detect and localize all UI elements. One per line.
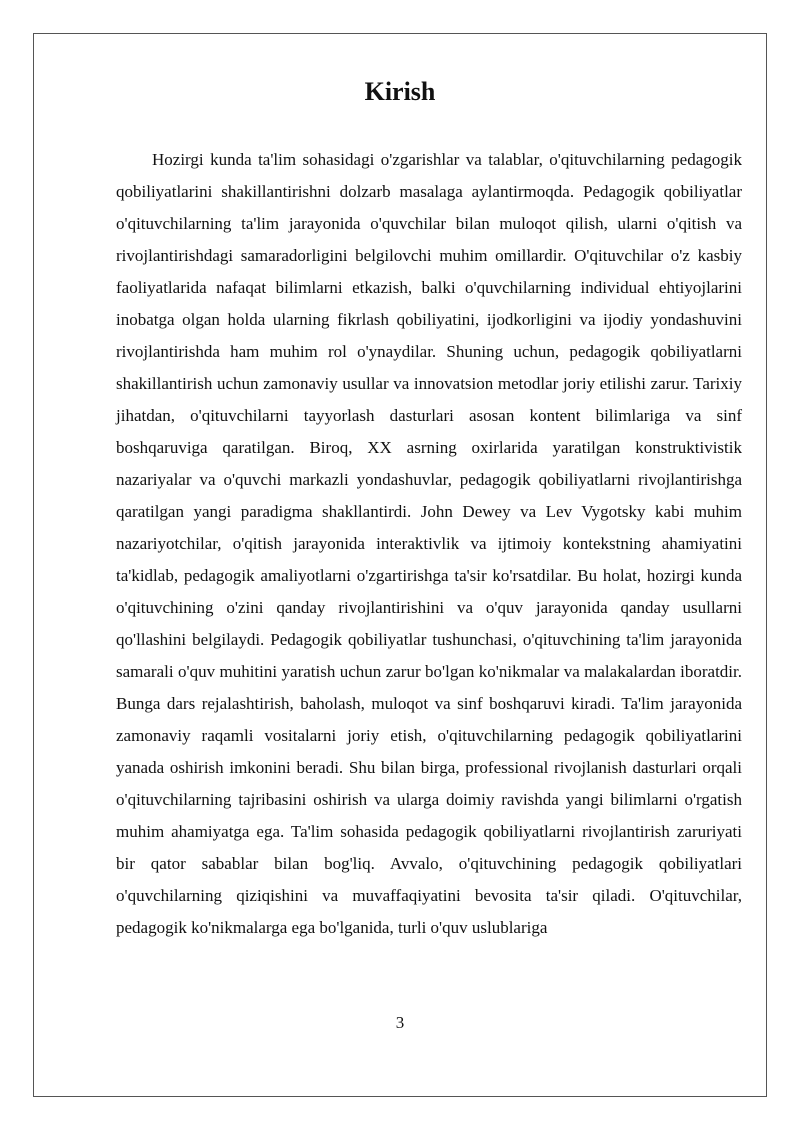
page-title: Kirish: [364, 77, 436, 106]
body-paragraph: Hozirgi kunda ta'lim sohasidagi o'zgarishlar va talablar, o'qituvchilarning pedagogik qobiliyatlarini shakillantirishni dolzarb masalaga aylantirmoqda. Pedagogik qobiliyatlar o'qituvchilarning ta'lim jarayonida o'quvchilar bilan muloqot qilish, ularni o'qitish va rivojlantirishdagi samaradorligini belgilovchi muhim omillardir. O'qituvchilar o'z kasbiy faoliyatlarida nafaqat bilimlarni etkazish, balki o'quvchilarning individual ehtiyojlarini inobatga olgan holda ularning fikrlash qobiliyatini, ijodkorligini va ijodiy yondashuvini rivojlantirishda ham muhim rol o'ynaydilar. Shuning uchun, pedagogik qobiliyatlarni shakillantirish uchun zamonaviy usullar va innovatsion metodlar joriy etilishi zarur. Tarixiy jihatdan, o'qituvchilarni tayyorlash dasturlari asosan kontent bilimlariga va sinf boshqaruviga qaratilgan. Biroq, XX asrning oxirlarida yaratilgan konstruktivistik nazariyalar va o'quvchi markazli yondashuvlar, pedagogik qobiliyatlarni rivojlantirishga qaratilgan yangi paradigma shakllantirdi. John Dewey va Lev Vygotsky kabi muhim nazariyotchilar, o'qitish jarayonida interaktivlik va ijtimoiy kontekstning ahamiyatini ta'kidlab, pedagogik amaliyotlarni o'zgartirishga ta'sir ko'rsatdilar. Bu holat, hozirgi kunda o'qituvchining o'zini qanday rivojlantirishini va o'quv jarayonida qanday usullarni qo'llashini belgilaydi. Pedagogik qobiliyatlar tushunchasi, o'qituvchining ta'lim jarayonida samarali o'quv muhitini yaratish uchun zarur bo'lgan ko'nikmalar va malakalardan iboratdir. Bunga dars rejalashtirish, baholash, muloqot va sinf boshqaruvi kiradi. Ta'lim jarayonida zamonaviy raqamli vositalarni joriy etish, o'qituvchilarning pedagogik qobiliyatlarini yanada oshirish imkonini beradi. Shu bilan birga, professional rivojlanish dasturlari orqali o'qituvchilarning tajribasini oshirish va ularga doimiy ravishda yangi bilimlarni o'rgatish muhim ahamiyatga ega. Ta'lim sohasida pedagogik qobiliyatlarni rivojlantirish zaruriyati bir qator sabablar bilan bog'liq. Avvalo, o'qituvchining pedagogik qobiliyatlari o'quvchilarning qiziqishini va muvaffaqiyatini bevosita ta'sir qiladi. O'qituvchilar, pedagogik ko'nikmalarga ega bo'lganida, turli o'quv uslublariga: [116, 150, 742, 937]
page-number: 3: [395, 1013, 405, 1032]
